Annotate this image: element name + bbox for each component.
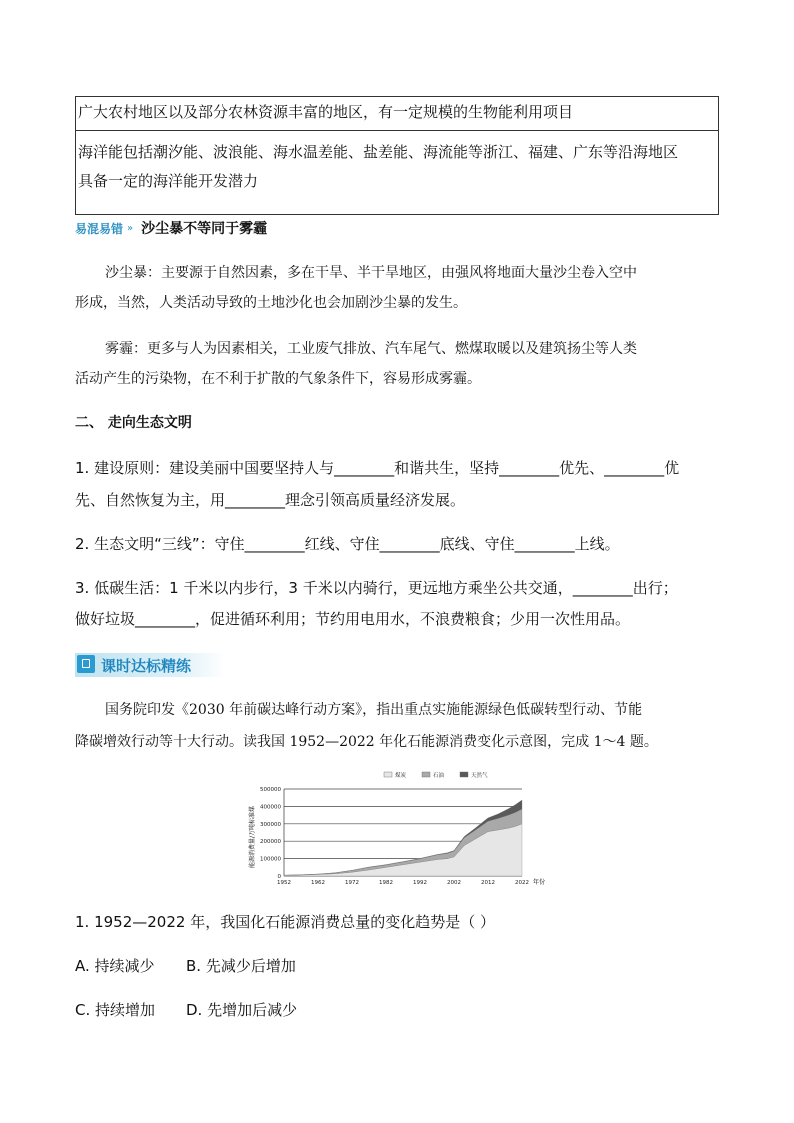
legend-swatch bbox=[384, 772, 392, 777]
intro-line2: 降碳增效行动等十大行动。读我国 1952—2022 年化石能源消费变化示意图，完成 1～4 题。 bbox=[75, 734, 658, 750]
option-c[interactable]: C. 持续增加 bbox=[75, 1001, 156, 1019]
y-tick-label: 100000 bbox=[260, 856, 281, 863]
tip-tag: 易混易错 bbox=[75, 221, 124, 236]
option-d[interactable]: D. 先增加后减少 bbox=[186, 1001, 298, 1019]
energy-table bbox=[75, 96, 719, 215]
question-line: 3. 低碳生活：1 千米以内步行，3 千米以内骑行，更远地方乘坐公共交通，________出行； bbox=[75, 579, 678, 597]
question-line: 做好垃圾________，促进循环利用；节约用电用水，不浪费粮食；少用一次性用品。 bbox=[75, 610, 631, 628]
edit-icon bbox=[77, 655, 95, 673]
option-b[interactable]: B. 先减少后增加 bbox=[186, 957, 296, 975]
y-tick-label: 0 bbox=[277, 874, 281, 880]
x-axis-label: 年份 bbox=[533, 879, 546, 886]
legend-label: 煤炭 bbox=[395, 773, 407, 779]
legend-swatch bbox=[460, 772, 468, 777]
x-tick-label: 1962 bbox=[311, 880, 325, 886]
section-heading: 二、 走向生态文明 bbox=[75, 415, 192, 431]
x-tick-label: 2022 bbox=[515, 880, 529, 886]
y-tick-label: 300000 bbox=[260, 821, 281, 828]
y-tick-label: 400000 bbox=[260, 804, 281, 811]
y-axis-label: 能源消费量/万吨标准煤 bbox=[249, 805, 256, 869]
x-tick-label: 1952 bbox=[277, 880, 291, 886]
intro-line1: 国务院印发《2030 年前碳达峰行动方案》，指出重点实施能源绿色低碳转型行动、节能 bbox=[105, 702, 643, 718]
question-line: 2. 生态文明“三线”：守住________红线、守住________底线、守住________上线。 bbox=[75, 535, 620, 553]
chart-legend bbox=[384, 771, 488, 779]
question-line: 1. 建设原则：建设美丽中国要坚持人与________和谐共生，坚持________优先、________优 bbox=[75, 459, 680, 477]
practice-section-header bbox=[75, 653, 225, 677]
tip-header bbox=[75, 218, 267, 238]
table-cell-ocean-line1: 海洋能包括潮汐能、波浪能、海水温差能、盐差能、海流能等浙江、福建、广东等沿海地区 bbox=[78, 143, 679, 161]
question-line: 1. 1952—2022 年，我国化石能源消费总量的变化趋势是（ ） bbox=[75, 913, 495, 931]
tip-title: 沙尘暴不等同于雾霾 bbox=[141, 221, 268, 237]
y-tick-label: 200000 bbox=[260, 839, 281, 846]
tip-paragraph-1-line1: 沙尘暴：主要源于自然因素，多在干旱、半干旱地区，由强风将地面大量沙尘卷入空中 bbox=[105, 265, 637, 281]
x-tick-label: 1992 bbox=[413, 880, 427, 886]
table-cell-biomass: 广大农村地区以及部分农林资源丰富的地区，有一定规模的生物能利用项目 bbox=[78, 103, 574, 121]
option-a[interactable]: A. 持续减少 bbox=[75, 957, 155, 975]
x-tick-label: 1972 bbox=[345, 880, 359, 886]
x-tick-label: 1982 bbox=[379, 880, 393, 886]
double-chevron-icon: » bbox=[127, 222, 134, 234]
table-cell-ocean-line2: 具备一定的海洋能开发潜力 bbox=[78, 172, 259, 190]
energy-consumption-chart bbox=[244, 765, 554, 890]
practice-title: 课时达标精练 bbox=[101, 657, 192, 675]
chart-areas bbox=[284, 800, 522, 876]
y-tick-label: 500000 bbox=[260, 787, 281, 793]
x-axis-ticks bbox=[277, 880, 529, 886]
question-line: 先、自然恢复为主，用________理念引领高质量经济发展。 bbox=[75, 491, 466, 509]
tip-paragraph-2-line2: 活动产生的污染物，在不利于扩散的气象条件下，容易形成雾霾。 bbox=[75, 371, 481, 387]
table-row bbox=[76, 97, 718, 131]
legend-swatch bbox=[422, 772, 430, 777]
x-tick-label: 2012 bbox=[481, 880, 495, 886]
tip-paragraph-2-line1: 雾霾：更多与人为因素相关，工业废气排放、汽车尾气、燃煤取暖以及建筑扬尘等人类 bbox=[105, 341, 637, 357]
x-tick-label: 2002 bbox=[447, 880, 461, 886]
legend-label: 天然气 bbox=[471, 773, 488, 779]
legend-label: 石油 bbox=[433, 773, 445, 779]
y-axis-ticks bbox=[260, 787, 282, 880]
tip-paragraph-1-line2: 形成，当然，人类活动导致的土地沙化也会加剧沙尘暴的发生。 bbox=[75, 295, 467, 311]
